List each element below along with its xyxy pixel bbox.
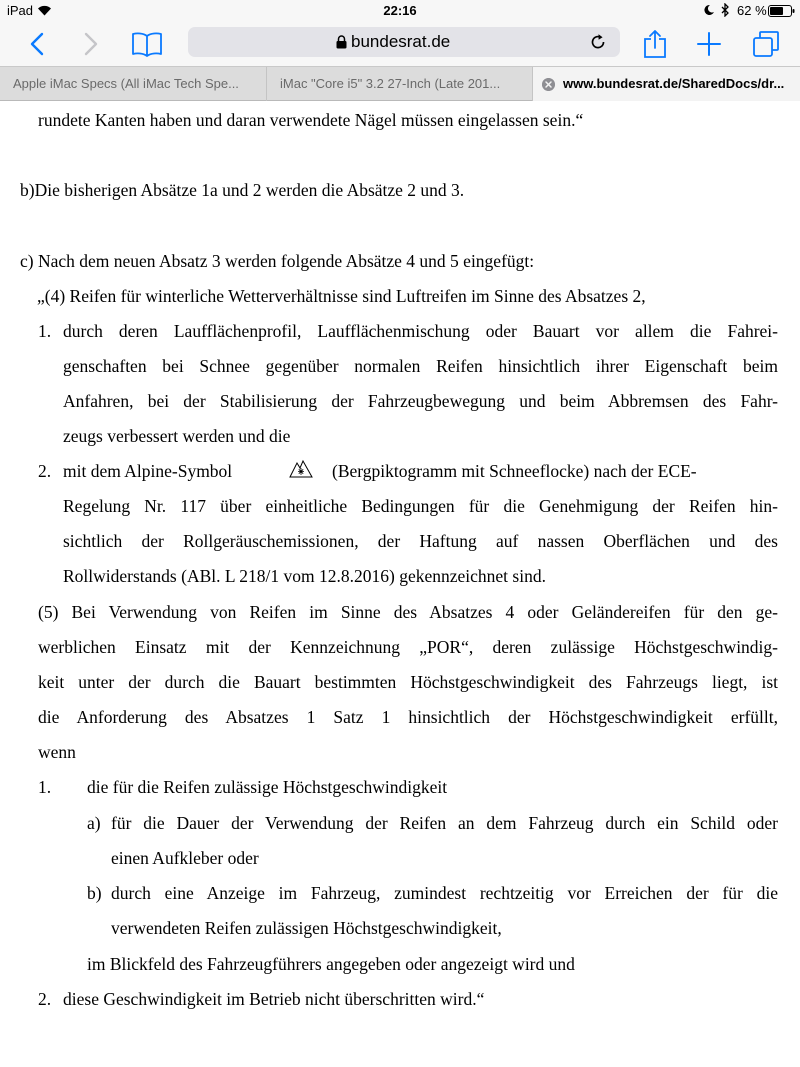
list-letter: b) xyxy=(87,883,102,903)
text-line: „(4) Reifen für winterliche Wetterverhältnisse sind Luftreifen im Sinne des Absatzes 2, xyxy=(37,286,646,306)
list-number: 1. xyxy=(38,777,52,797)
text-line: die für die Reifen zulässige Höchstgeschwindigkeit xyxy=(87,777,448,797)
text-line: Anfahren, bei der Stabilisierung der Fahrzeugbewegung und beim Abbremsen des Fahr- xyxy=(63,391,778,411)
battery-percentage: 62 % xyxy=(737,3,767,18)
bookmarks-button[interactable] xyxy=(128,22,166,66)
tab-bar xyxy=(0,66,800,101)
text-line: (Bergpiktogramm mit Schneeflocke) nach der ECE- xyxy=(332,461,697,481)
text-line: einen Aufkleber oder xyxy=(111,848,259,868)
lock-icon xyxy=(336,35,347,49)
text-line: genschaften bei Schnee gegenüber normalen Reifen hinsichtlich ihrer Eigenschaft beim xyxy=(63,356,778,376)
text-line: im Blickfeld des Fahrzeugführers angegeben oder angezeigt wird und xyxy=(87,954,575,974)
text-line: keit unter der durch die Bauart bestimmten Höchstgeschwindigkeit des Fahrzeugs liegt, ist xyxy=(38,672,778,692)
tab-bundesrat-active[interactable] xyxy=(533,67,800,101)
address-text: bundesrat.de xyxy=(351,32,451,51)
status-bar xyxy=(0,0,800,22)
text-line: (5) Bei Verwendung von Reifen im Sinne des Absatzes 4 oder Geländereifen für den ge- xyxy=(38,602,778,622)
status-time: 22:16 xyxy=(383,3,417,18)
text-line: werblichen Einsatz mit der Kennzeichnung „POR“, deren zulässige Höchstgeschwindig- xyxy=(38,637,778,657)
text-line: die Anforderung des Absatzes 1 Satz 1 hinsichtlich der Höchstgeschwindigkeit erfüllt, xyxy=(38,707,778,727)
browser-chrome xyxy=(0,0,800,101)
forward-button[interactable] xyxy=(76,22,106,66)
chevron-right-icon xyxy=(84,32,98,56)
list-letter: a) xyxy=(87,813,101,833)
tab-title: www.bundesrat.de/SharedDocs/dr... xyxy=(563,76,785,91)
back-button[interactable] xyxy=(22,22,52,66)
chevron-left-icon xyxy=(30,32,44,56)
reload-icon[interactable] xyxy=(588,32,608,52)
text-line: c) Nach dem neuen Absatz 3 werden folgende Absätze 4 und 5 eingefügt: xyxy=(20,251,535,271)
list-number: 2. xyxy=(38,989,52,1009)
battery-icon xyxy=(768,5,796,17)
share-button[interactable] xyxy=(640,22,670,66)
text-line: Rollwiderstands (ABl. L 218/1 vom 12.8.2016) gekennzeichnet sind. xyxy=(63,566,546,586)
close-tab-icon[interactable] xyxy=(542,78,555,91)
device-name: iPad xyxy=(7,3,34,18)
text-line: durch eine Anzeige im Fahrzeug, zumindest rechtzeitig vor Erreichen der für die xyxy=(111,883,778,903)
bluetooth-icon xyxy=(720,3,730,17)
address-bar[interactable] xyxy=(188,27,620,57)
book-icon xyxy=(131,31,163,57)
text-line: rundete Kanten haben und daran verwendete Nägel müssen eingelassen sein.“ xyxy=(38,110,584,130)
text-line: verwendeten Reifen zulässigen Höchstgeschwindigkeit, xyxy=(111,918,502,938)
document-page xyxy=(0,101,800,1067)
tab-imac-core-i5[interactable]: iMac "Core i5" 3.2 27-Inch (Late 201... xyxy=(267,67,533,101)
text-line: zeugs verbessert werden und die xyxy=(63,426,291,446)
list-number: 2. xyxy=(38,461,52,481)
tab-imac-specs[interactable]: Apple iMac Specs (All iMac Tech Spe... xyxy=(0,67,267,101)
text-line: Regelung Nr. 117 über einheitliche Bedingungen für die Genehmigung der Reifen hin- xyxy=(63,496,778,516)
tabs-icon xyxy=(752,30,780,58)
text-line: diese Geschwindigkeit im Betrieb nicht überschritten wird.“ xyxy=(63,989,485,1009)
browser-toolbar xyxy=(0,22,800,66)
plus-icon xyxy=(697,32,721,56)
list-number: 1. xyxy=(38,321,52,341)
do-not-disturb-moon-icon xyxy=(703,4,715,16)
tabs-overview-button[interactable] xyxy=(751,22,781,66)
share-icon xyxy=(643,29,667,59)
text-line: b)Die bisherigen Absätze 1a und 2 werden die Absätze 2 und 3. xyxy=(20,180,465,200)
text-line: für die Dauer der Verwendung der Reifen an dem Fahrzeug durch ein Schild oder xyxy=(111,813,778,833)
new-tab-button[interactable] xyxy=(694,22,724,66)
text-line: durch deren Laufflächenprofil, Laufflächenmischung oder Bauart vor allem die Fahrei- xyxy=(63,321,778,341)
text-line: mit dem Alpine-Symbol xyxy=(63,461,233,481)
alpine-snowflake-icon xyxy=(289,458,313,478)
text-line: wenn xyxy=(38,742,76,762)
text-line: sichtlich der Rollgeräuschemissionen, der Haftung auf nassen Oberflächen und des xyxy=(63,531,778,551)
